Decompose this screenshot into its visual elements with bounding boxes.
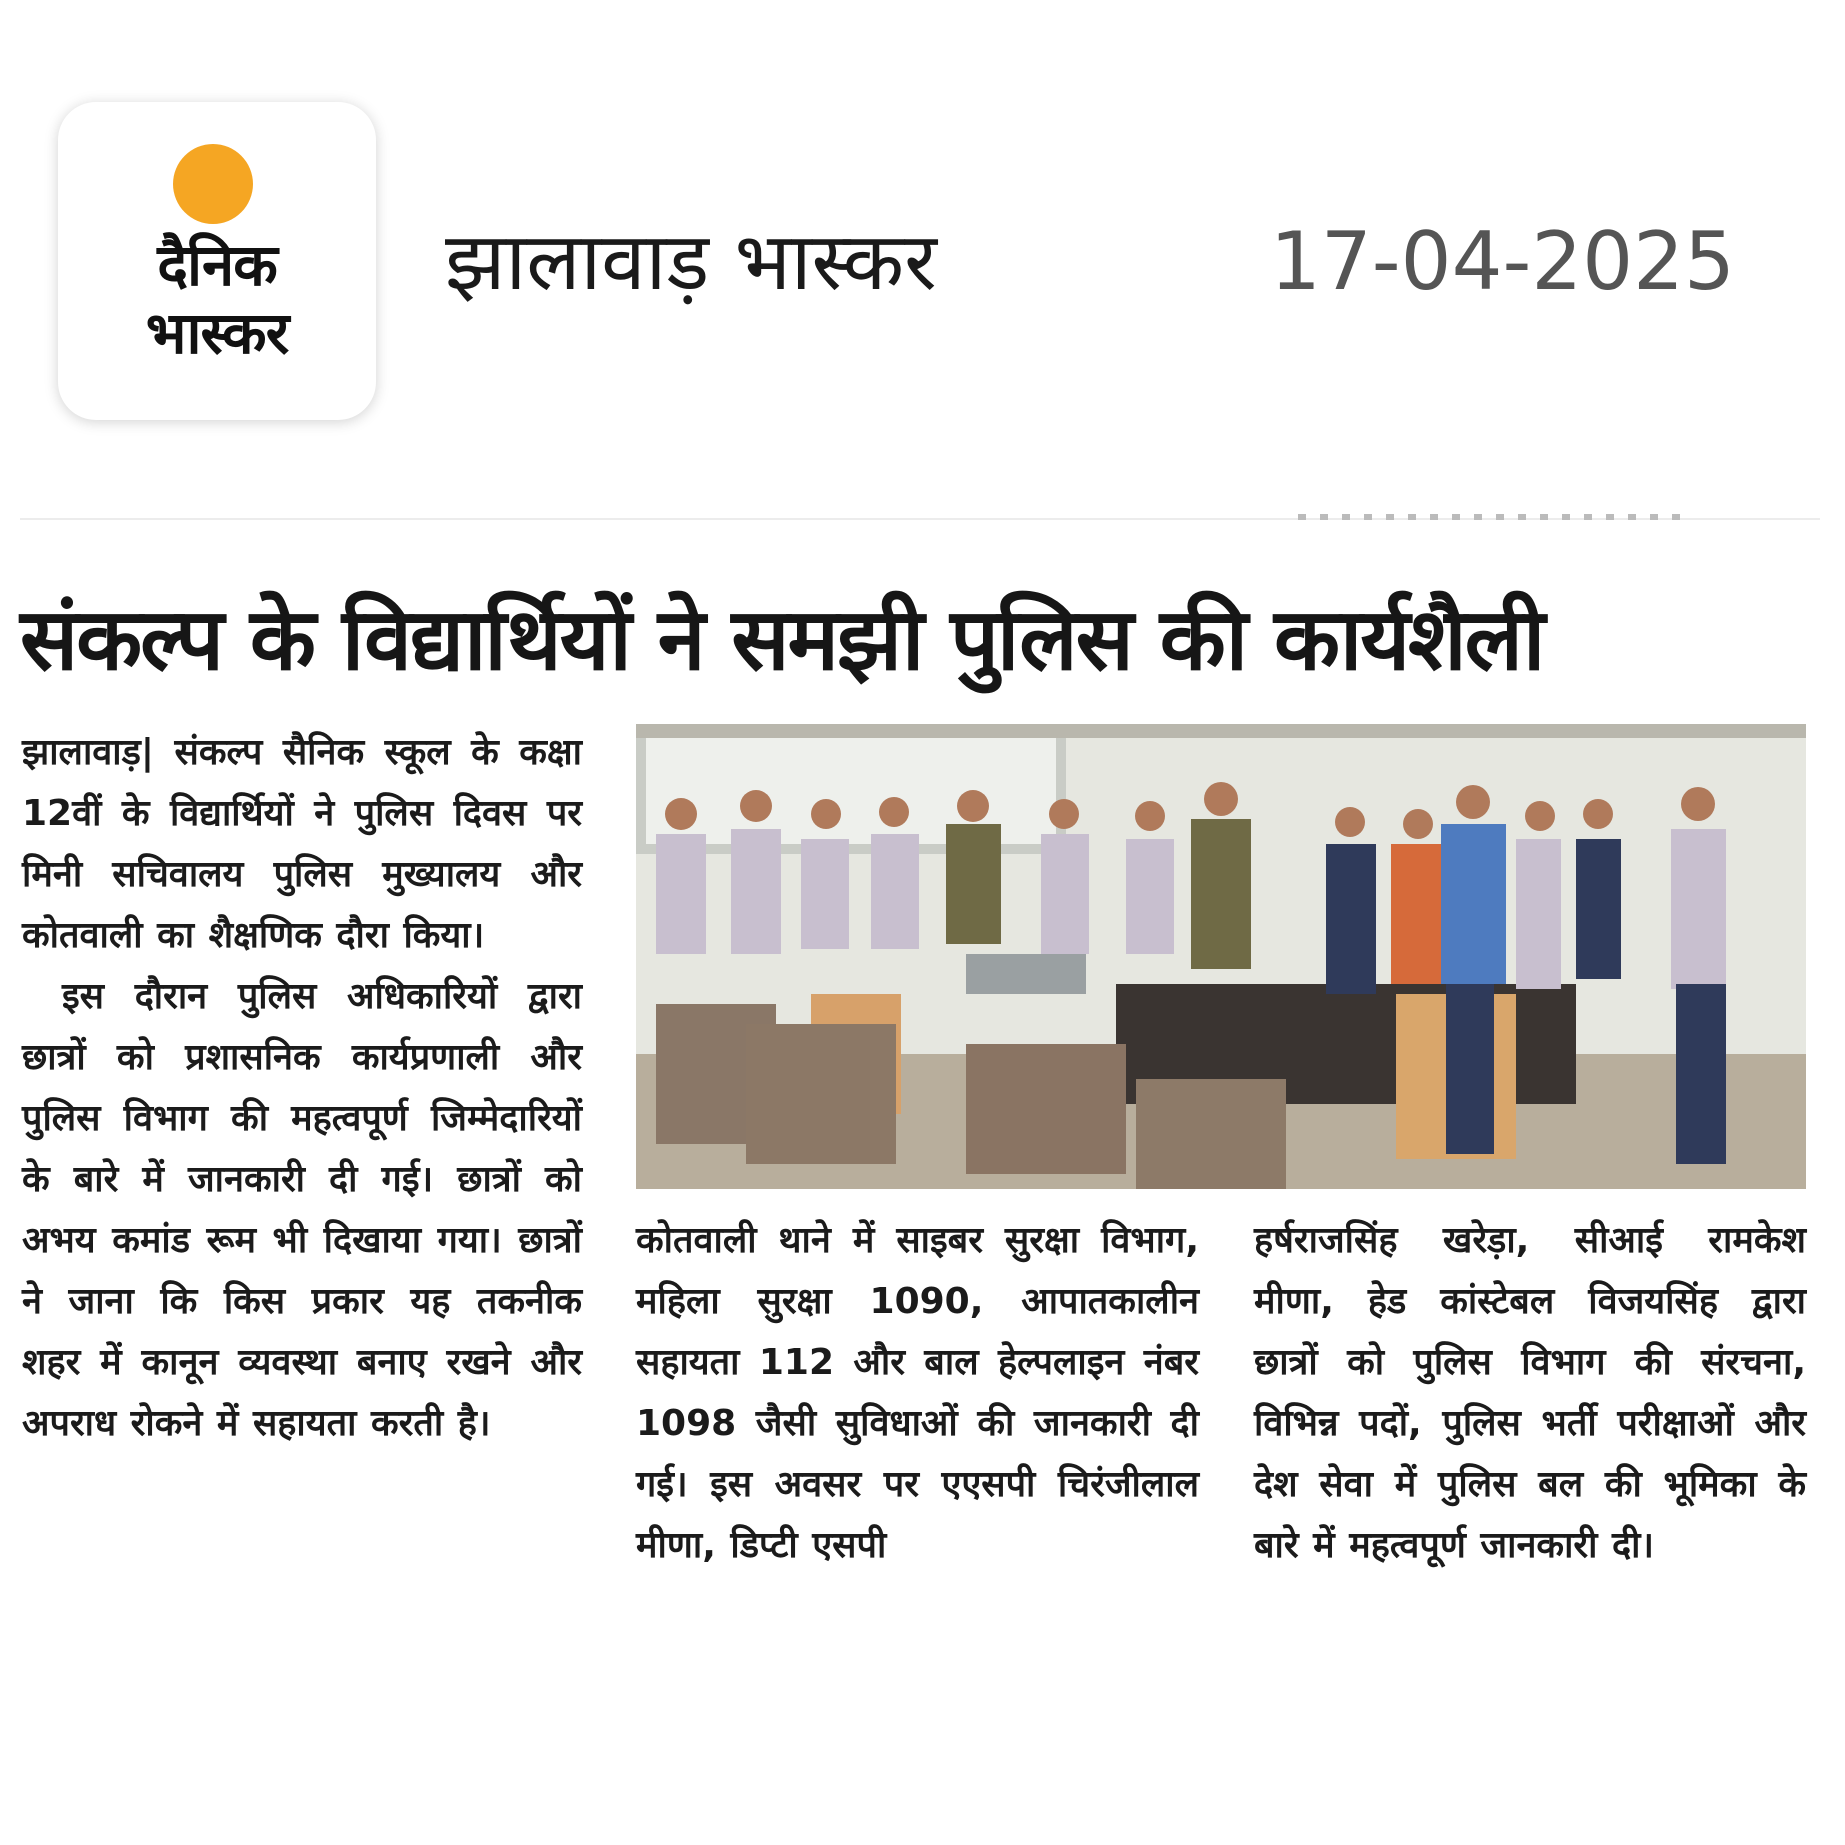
edition-title: झालावाड़ भास्कर xyxy=(445,215,937,308)
group-photo xyxy=(636,724,1806,1189)
sun-icon xyxy=(173,144,253,224)
article-column-2 xyxy=(636,1210,1199,1576)
article-paragraph-4: हर्षराजसिंह खरेड़ा, सीआई रामकेश मीणा, हेड कांस्टेबल विजयसिंह द्वारा छात्रों को पुलिस विभाग की संरचना, विभिन्न पदों, पुलिस भर्ती परीक्षाओं और देश सेवा में पुलिस बल की भूमिका के बारे में महत्वपूर्ण जानकारी दी। xyxy=(1254,1220,1806,1566)
article-headline: संकल्प के विद्यार्थियों ने समझी पुलिस की कार्यशैली xyxy=(20,590,1544,690)
article-paragraph-1: झालावाड़| संकल्प सैनिक स्कूल के कक्षा 12वीं के विद्यार्थियों ने पुलिस दिवस पर मिनी सचिवालय पुलिस मुख्यालय और कोतवाली का शैक्षणिक दौरा किया। xyxy=(22,732,582,956)
article-column-3 xyxy=(1254,1210,1806,1576)
publication-date: 17-04-2025 xyxy=(1270,215,1735,308)
logo-text-line1: दैनिक xyxy=(157,231,277,299)
logo-text-line2: भास्कर xyxy=(145,299,289,367)
article-paragraph-2: इस दौरान पुलिस अधिकारियों द्वारा छात्रों को प्रशासनिक कार्यप्रणाली और पुलिस विभाग की महत्वपूर्ण जिम्मेदारियों के बारे में जानकारी दी गई। छात्रों को अभय कमांड रूम भी दिखाया गया। छात्रों ने जाना कि किस प्रकार यह तकनीक शहर में कानून व्यवस्था बनाए रखने और अपराध रोकने में सहायता करती है। xyxy=(22,976,582,1444)
article-paragraph-3: कोतवाली थाने में साइबर सुरक्षा विभाग, महिला सुरक्षा 1090, आपातकालीन सहायता 112 और बाल हेल्पलाइन नंबर 1098 जैसी सुविधाओं की जानकारी दी गई। इस अवसर पर एएसपी चिरंजीलाल मीणा, डिप्टी एसपी xyxy=(636,1220,1199,1566)
article-column-1 xyxy=(22,722,582,1454)
group-photo-illustration xyxy=(636,724,1806,1189)
newspaper-logo xyxy=(58,102,376,420)
clipping-edge-dots xyxy=(1298,514,1688,520)
